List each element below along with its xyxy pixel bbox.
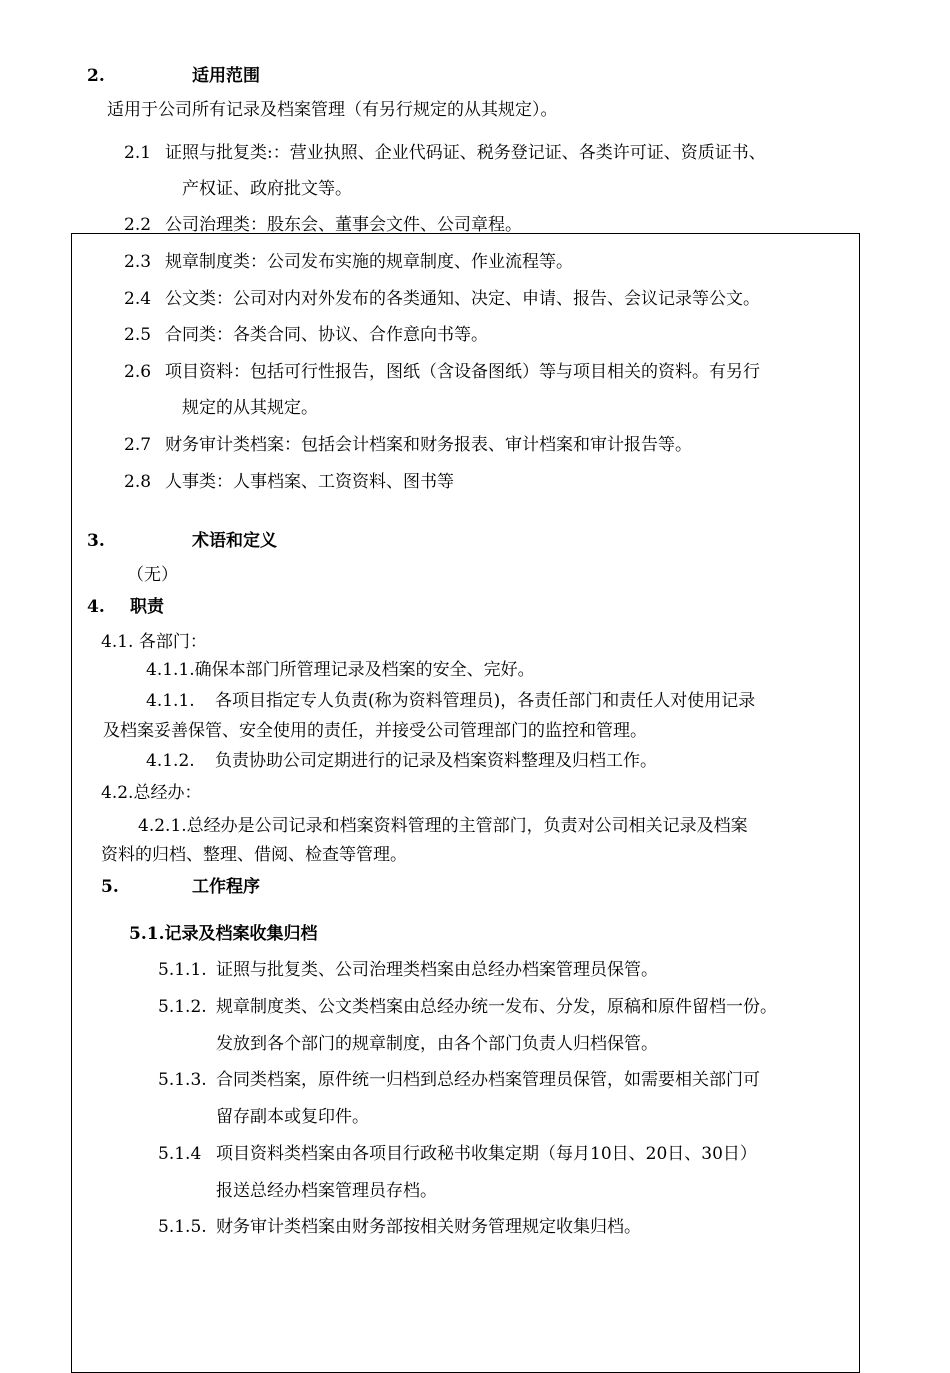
- list-item: 2.4 公文类：公司对内对外发布的各类通知、决定、申请、报告、会议记录等公文。: [124, 289, 760, 309]
- list-item: 2.1 证照与批复类:：营业执照、企业代码证、税务登记证、各类许可证、资质证书、: [124, 143, 766, 163]
- section-4-number: 4.: [87, 597, 105, 617]
- list-item: 4.1.1.确保本部门所管理记录及档案的安全、完好。: [146, 660, 535, 680]
- list-item: 2.3 规章制度类：公司发布实施的规章制度、作业流程等。: [124, 252, 573, 272]
- list-item: 5.1.2. 规章制度类、公文类档案由总经办统一发布、分发，原稿和原件留档一份。: [158, 997, 777, 1017]
- section-3-content: （无）: [127, 565, 178, 585]
- list-item: 4.1.1. 各项目指定专人负责(称为资料管理员)，各责任部门和责任人对使用记录: [146, 691, 756, 711]
- section-3-number: 3.: [87, 531, 105, 551]
- list-item-continuation: 报送总经办档案管理员存档。: [216, 1181, 437, 1201]
- section-2-title: 适用范围: [192, 66, 260, 86]
- list-item: 2.2 公司治理类：股东会、董事会文件、公司章程。: [124, 215, 522, 235]
- list-item: 5.1.1. 证照与批复类、公司治理类档案由总经办档案管理员保管。: [158, 960, 658, 980]
- section-5-number: 5.: [101, 877, 119, 897]
- list-item: 4.2.1.总经办是公司记录和档案资料管理的主管部门，负责对公司相关记录及档案: [138, 816, 748, 836]
- subsection-4-1-label: 4.1. 各部门：: [101, 632, 207, 652]
- list-item: 2.6 项目资料：包括可行性报告，图纸（含设备图纸）等与项目相关的资料。有另行: [124, 362, 760, 382]
- section-3-heading: [87, 531, 277, 551]
- list-item: 2.5 合同类：各类合同、协议、合作意向书等。: [124, 325, 488, 345]
- section-4-title: 职责: [130, 597, 164, 617]
- list-item-continuation: 及档案妥善保管、安全使用的责任，并接受公司管理部门的监控和管理。: [103, 721, 647, 741]
- subsection-5-1-title: 5.1.记录及档案收集归档: [129, 924, 318, 944]
- section-3-title: 术语和定义: [192, 531, 277, 551]
- list-item: 2.7 财务审计类档案：包括会计档案和财务报表、审计档案和审计报告等。: [124, 435, 692, 455]
- list-item: 4.1.2. 负责协助公司定期进行的记录及档案资料整理及归档工作。: [146, 751, 657, 771]
- list-item: 5.1.4 项目资料类档案由各项目行政秘书收集定期（每月10日、20日、30日）: [158, 1144, 757, 1164]
- subsection-4-2-label: 4.2.总经办：: [101, 783, 202, 803]
- list-item-continuation: 产权证、政府批文等。: [182, 179, 352, 199]
- list-item-continuation: 规定的从其规定。: [182, 398, 318, 418]
- section-2-number: 2.: [87, 66, 105, 86]
- list-item-continuation: 发放到各个部门的规章制度，由各个部门负责人归档保管。: [216, 1034, 658, 1054]
- list-item: 2.8 人事类：人事档案、工资资料、图书等: [124, 472, 454, 492]
- section-5-heading: [101, 877, 260, 897]
- section-2-intro: 适用于公司所有记录及档案管理（有另行规定的从其规定）。: [107, 100, 558, 120]
- list-item-continuation: 留存副本或复印件。: [216, 1107, 369, 1127]
- list-item-continuation: 资料的归档、整理、借阅、检查等管理。: [101, 845, 407, 865]
- section-2-heading: [87, 66, 260, 86]
- list-item: 5.1.5. 财务审计类档案由财务部按相关财务管理规定收集归档。: [158, 1217, 641, 1237]
- list-item: 5.1.3. 合同类档案，原件统一归档到总经办档案管理员保管，如需要相关部门可: [158, 1070, 760, 1090]
- section-5-title: 工作程序: [192, 877, 260, 897]
- section-4-heading: [87, 597, 164, 617]
